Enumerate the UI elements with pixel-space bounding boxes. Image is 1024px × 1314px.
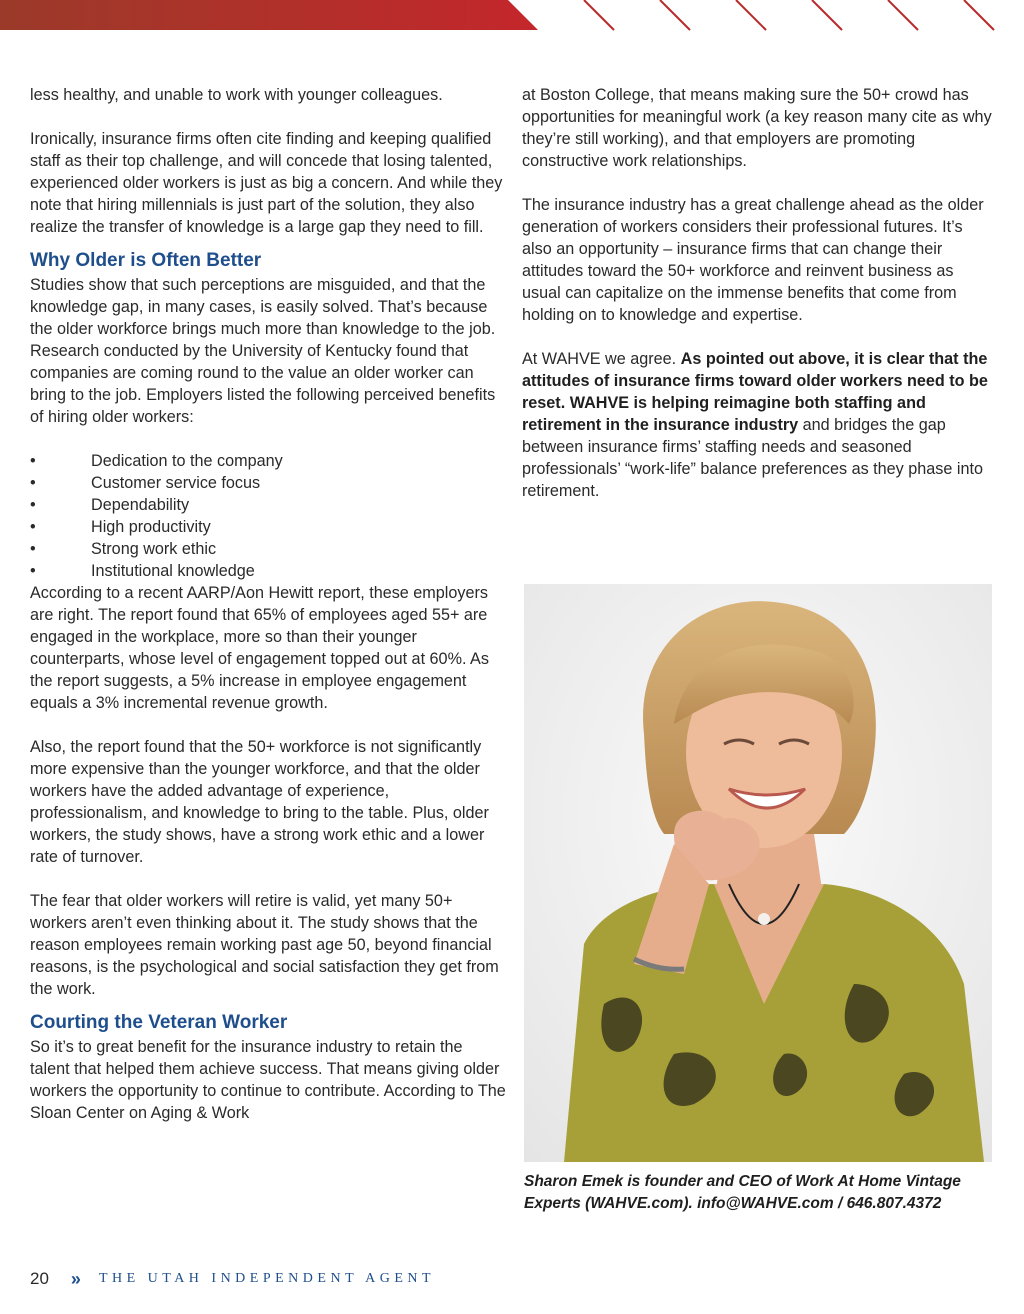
- bullet-icon: •: [30, 496, 36, 514]
- list-item: • Institutional knowledge: [30, 562, 255, 580]
- paragraph: The fear that older workers will retire is valid, yet many 50+ workers aren’t even thinking about it. The study shows that the reason employees remain working past age 50, beyond financial reasons, is the psychological and social satisfaction they get from the work.: [30, 892, 499, 998]
- bullet-icon: •: [30, 474, 36, 492]
- paragraph: The insurance industry has a great challenge ahead as the older generation of workers considers their professional futures. It’s also an opportunity – insurance firms that can change their attitudes toward the 50+ workforce and reinvent business as usual can capitalize on the immense benefits that come from holding on to knowledge and expertise.: [522, 196, 984, 324]
- list-item: • Dedication to the company: [30, 452, 283, 470]
- photo-caption: Sharon Emek is founder and CEO of Work At Home Vintage Experts (WAHVE.com). info@WAHVE.com / 646.807.4372: [524, 1173, 961, 1212]
- header-banner-graphic: [0, 0, 1024, 32]
- list-item: • Dependability: [30, 496, 190, 514]
- chevron-double-right-icon: »: [70, 1268, 79, 1289]
- list-item: • High productivity: [30, 518, 211, 536]
- list-item: • Customer service focus: [30, 474, 261, 492]
- paragraph: Also, the report found that the 50+ workforce is not significantly more expensive than the younger workforce, and that the older workers have the added advantage of experience, professionalism, and knowledge to bring to the table. Plus, older workers, the study shows, have a strong work ethic and a lower rate of turnover.: [30, 738, 489, 866]
- right-column: [522, 84, 996, 502]
- header-banner: [0, 0, 1024, 32]
- page-number: 20: [30, 1269, 49, 1288]
- bullet-icon: •: [30, 518, 36, 536]
- paragraph: So it’s to great benefit for the insurance industry to retain the talent that helped them achieve success. That means giving older workers the opportunity to continue to contribute. According to The Sloan Center on Aging & Work: [30, 1038, 506, 1122]
- section-heading-courting: Courting the Veteran Worker: [30, 1012, 288, 1033]
- portrait-illustration: [524, 584, 992, 1162]
- section-heading-why-older: Why Older is Often Better: [30, 250, 262, 271]
- page-footer: [30, 1268, 435, 1290]
- paragraph: Ironically, insurance firms often cite finding and keeping qualified staff as their top challenge, and will concede that losing talented, experienced older workers is just as big a concern. And while they note that hiring millennials is just part of the solution, they also realize the transfer of knowledge is a large gap they need to fill.: [30, 130, 503, 236]
- bullet-icon: •: [30, 562, 36, 580]
- benefits-list: [30, 450, 506, 582]
- publication-title: THE UTAH INDEPENDENT AGENT: [98, 1271, 436, 1286]
- paragraph: At WAHVE we agree. As pointed out above, it is clear that the attitudes of insurance firms toward older workers need to be reset. WAHVE is helping reimagine both staffing and retirement in the insurance industry and bridges the gap between insurance firms’ staffing needs and seasoned professionals’ “work-life” balance preferences as they phase into retirement.: [522, 350, 988, 500]
- portrait-photo: [524, 584, 992, 1162]
- paragraph: Studies show that such perceptions are misguided, and that the knowledge gap, in many cases, is easily solved. That’s because the older workforce brings much more than knowledge to the job. Research conducted by the University of Kentucky found that companies are coming round to the value an older worker can bring to the job. Employers listed the following perceived benefits of hiring older workers:: [30, 276, 496, 426]
- bullet-icon: •: [30, 452, 36, 470]
- bullet-icon: •: [30, 540, 36, 558]
- paragraph: According to a recent AARP/Aon Hewitt report, these employers are right. The report found that 65% of employees aged 55+ are engaged in the workplace, more so than their younger counterparts, whose level of engagement topped out at 60%. As the report suggests, a 5% increase in employee engagement equals a 3% incremental revenue growth.: [30, 584, 489, 712]
- emphasis-text: As pointed out above, it is clear that the attitudes of insurance firms toward older workers need to be reset. WAHVE is helping reimagine both staffing and retirement in the insurance industry: [522, 350, 988, 434]
- left-column: [30, 84, 506, 1124]
- paragraph: less healthy, and unable to work with younger colleagues.: [30, 86, 443, 104]
- list-item: • Strong work ethic: [30, 540, 217, 558]
- paragraph: at Boston College, that means making sure the 50+ crowd has opportunities for meaningful work (a key reason many cite as why they’re still working), and that employers are promoting constructive work relationships.: [522, 86, 992, 170]
